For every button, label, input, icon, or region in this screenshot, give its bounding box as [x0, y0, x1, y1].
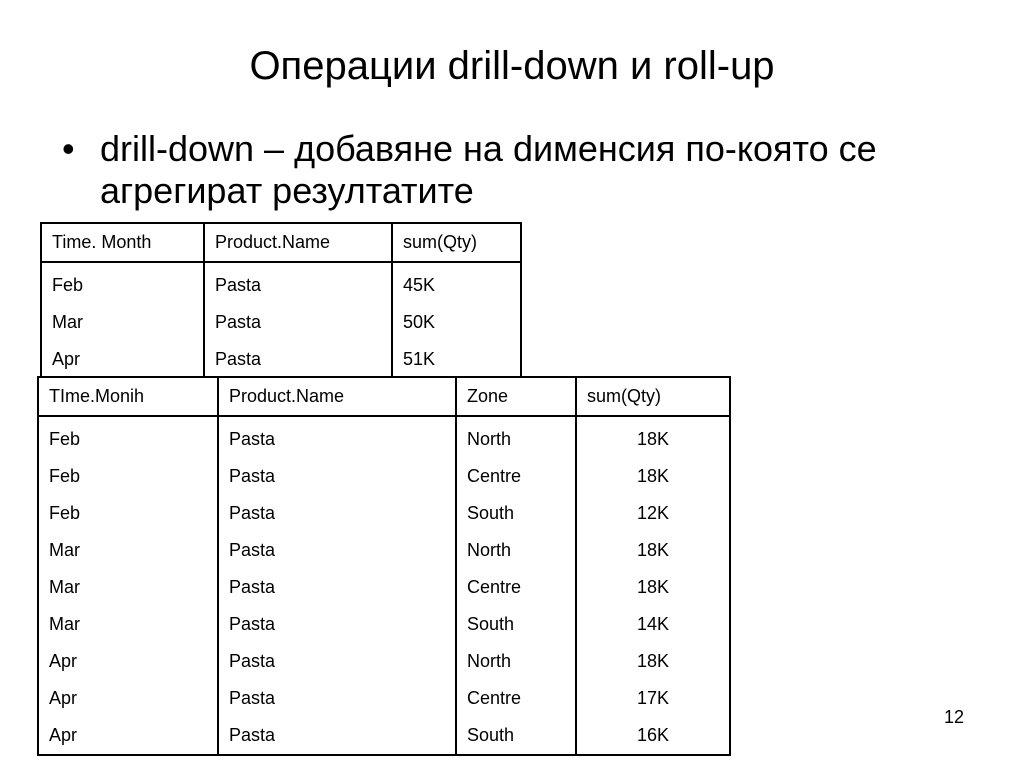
table-cell: 45K [392, 262, 521, 304]
table-cell: Apr [38, 643, 218, 680]
table-cell: Pasta [218, 569, 456, 606]
column-header: TIme.Monih [38, 377, 218, 416]
table-cell: Pasta [218, 643, 456, 680]
column-header: Product.Name [218, 377, 456, 416]
table-cell: Pasta [204, 341, 392, 379]
table-cell: South [456, 606, 576, 643]
slide-title: Операции drill-down и roll-up [249, 44, 775, 88]
table-row [38, 680, 730, 717]
table-cell: Feb [41, 262, 204, 304]
table-cell: 14K [576, 606, 730, 643]
table-cell: 50K [392, 304, 521, 341]
table-row [41, 341, 521, 379]
table-cell: Centre [456, 680, 576, 717]
table-cell: Apr [41, 341, 204, 379]
table-cell: Pasta [218, 416, 456, 458]
table-cell: Pasta [218, 606, 456, 643]
table-cell: Pasta [218, 532, 456, 569]
table-cell: Apr [38, 717, 218, 755]
column-header: Product.Name [204, 223, 392, 262]
table-cell: 18K [576, 416, 730, 458]
table-cell: 18K [576, 643, 730, 680]
table-row [41, 304, 521, 341]
table-row [38, 532, 730, 569]
table-cell: South [456, 717, 576, 755]
table-row [38, 569, 730, 606]
table-row [38, 606, 730, 643]
table-cell: Centre [456, 458, 576, 495]
table-cell: Pasta [218, 680, 456, 717]
table-cell: 17K [576, 680, 730, 717]
column-header: sum(Qty) [576, 377, 730, 416]
drilldown-table [37, 376, 731, 756]
bullet-text: drill-down – добавяне на dименсия по-която се агрегират резултатите [100, 128, 877, 211]
table-cell: 18K [576, 532, 730, 569]
table-row [38, 717, 730, 755]
table-cell: Pasta [204, 304, 392, 341]
table-cell: Mar [41, 304, 204, 341]
table-cell: Mar [38, 606, 218, 643]
table-row [38, 416, 730, 458]
table-cell: 12K [576, 495, 730, 532]
table-header-row [41, 223, 521, 262]
table-cell: Pasta [218, 495, 456, 532]
table-row [38, 643, 730, 680]
table-cell: South [456, 495, 576, 532]
table-cell: Pasta [218, 717, 456, 755]
table-cell: 51K [392, 341, 521, 379]
table-cell: 18K [576, 569, 730, 606]
table-header-row [38, 377, 730, 416]
table-cell: Feb [38, 495, 218, 532]
page-number: 12 [943, 707, 964, 727]
table-cell: 18K [576, 458, 730, 495]
table-cell: North [456, 532, 576, 569]
table-cell: 16K [576, 717, 730, 755]
table-cell: Centre [456, 569, 576, 606]
table-cell: North [456, 416, 576, 458]
table-row [38, 495, 730, 532]
column-header: sum(Qty) [392, 223, 521, 262]
table-row [38, 458, 730, 495]
table-cell: Feb [38, 458, 218, 495]
table-row [41, 262, 521, 304]
table-cell: Apr [38, 680, 218, 717]
column-header: Time. Month [41, 223, 204, 262]
table-cell: Pasta [204, 262, 392, 304]
table-cell: Mar [38, 569, 218, 606]
bullet-marker: • [62, 128, 75, 169]
table-cell: North [456, 643, 576, 680]
table-cell: Pasta [218, 458, 456, 495]
column-header: Zone [456, 377, 576, 416]
table-cell: Mar [38, 532, 218, 569]
aggregated-table [40, 222, 522, 380]
table-cell: Feb [38, 416, 218, 458]
